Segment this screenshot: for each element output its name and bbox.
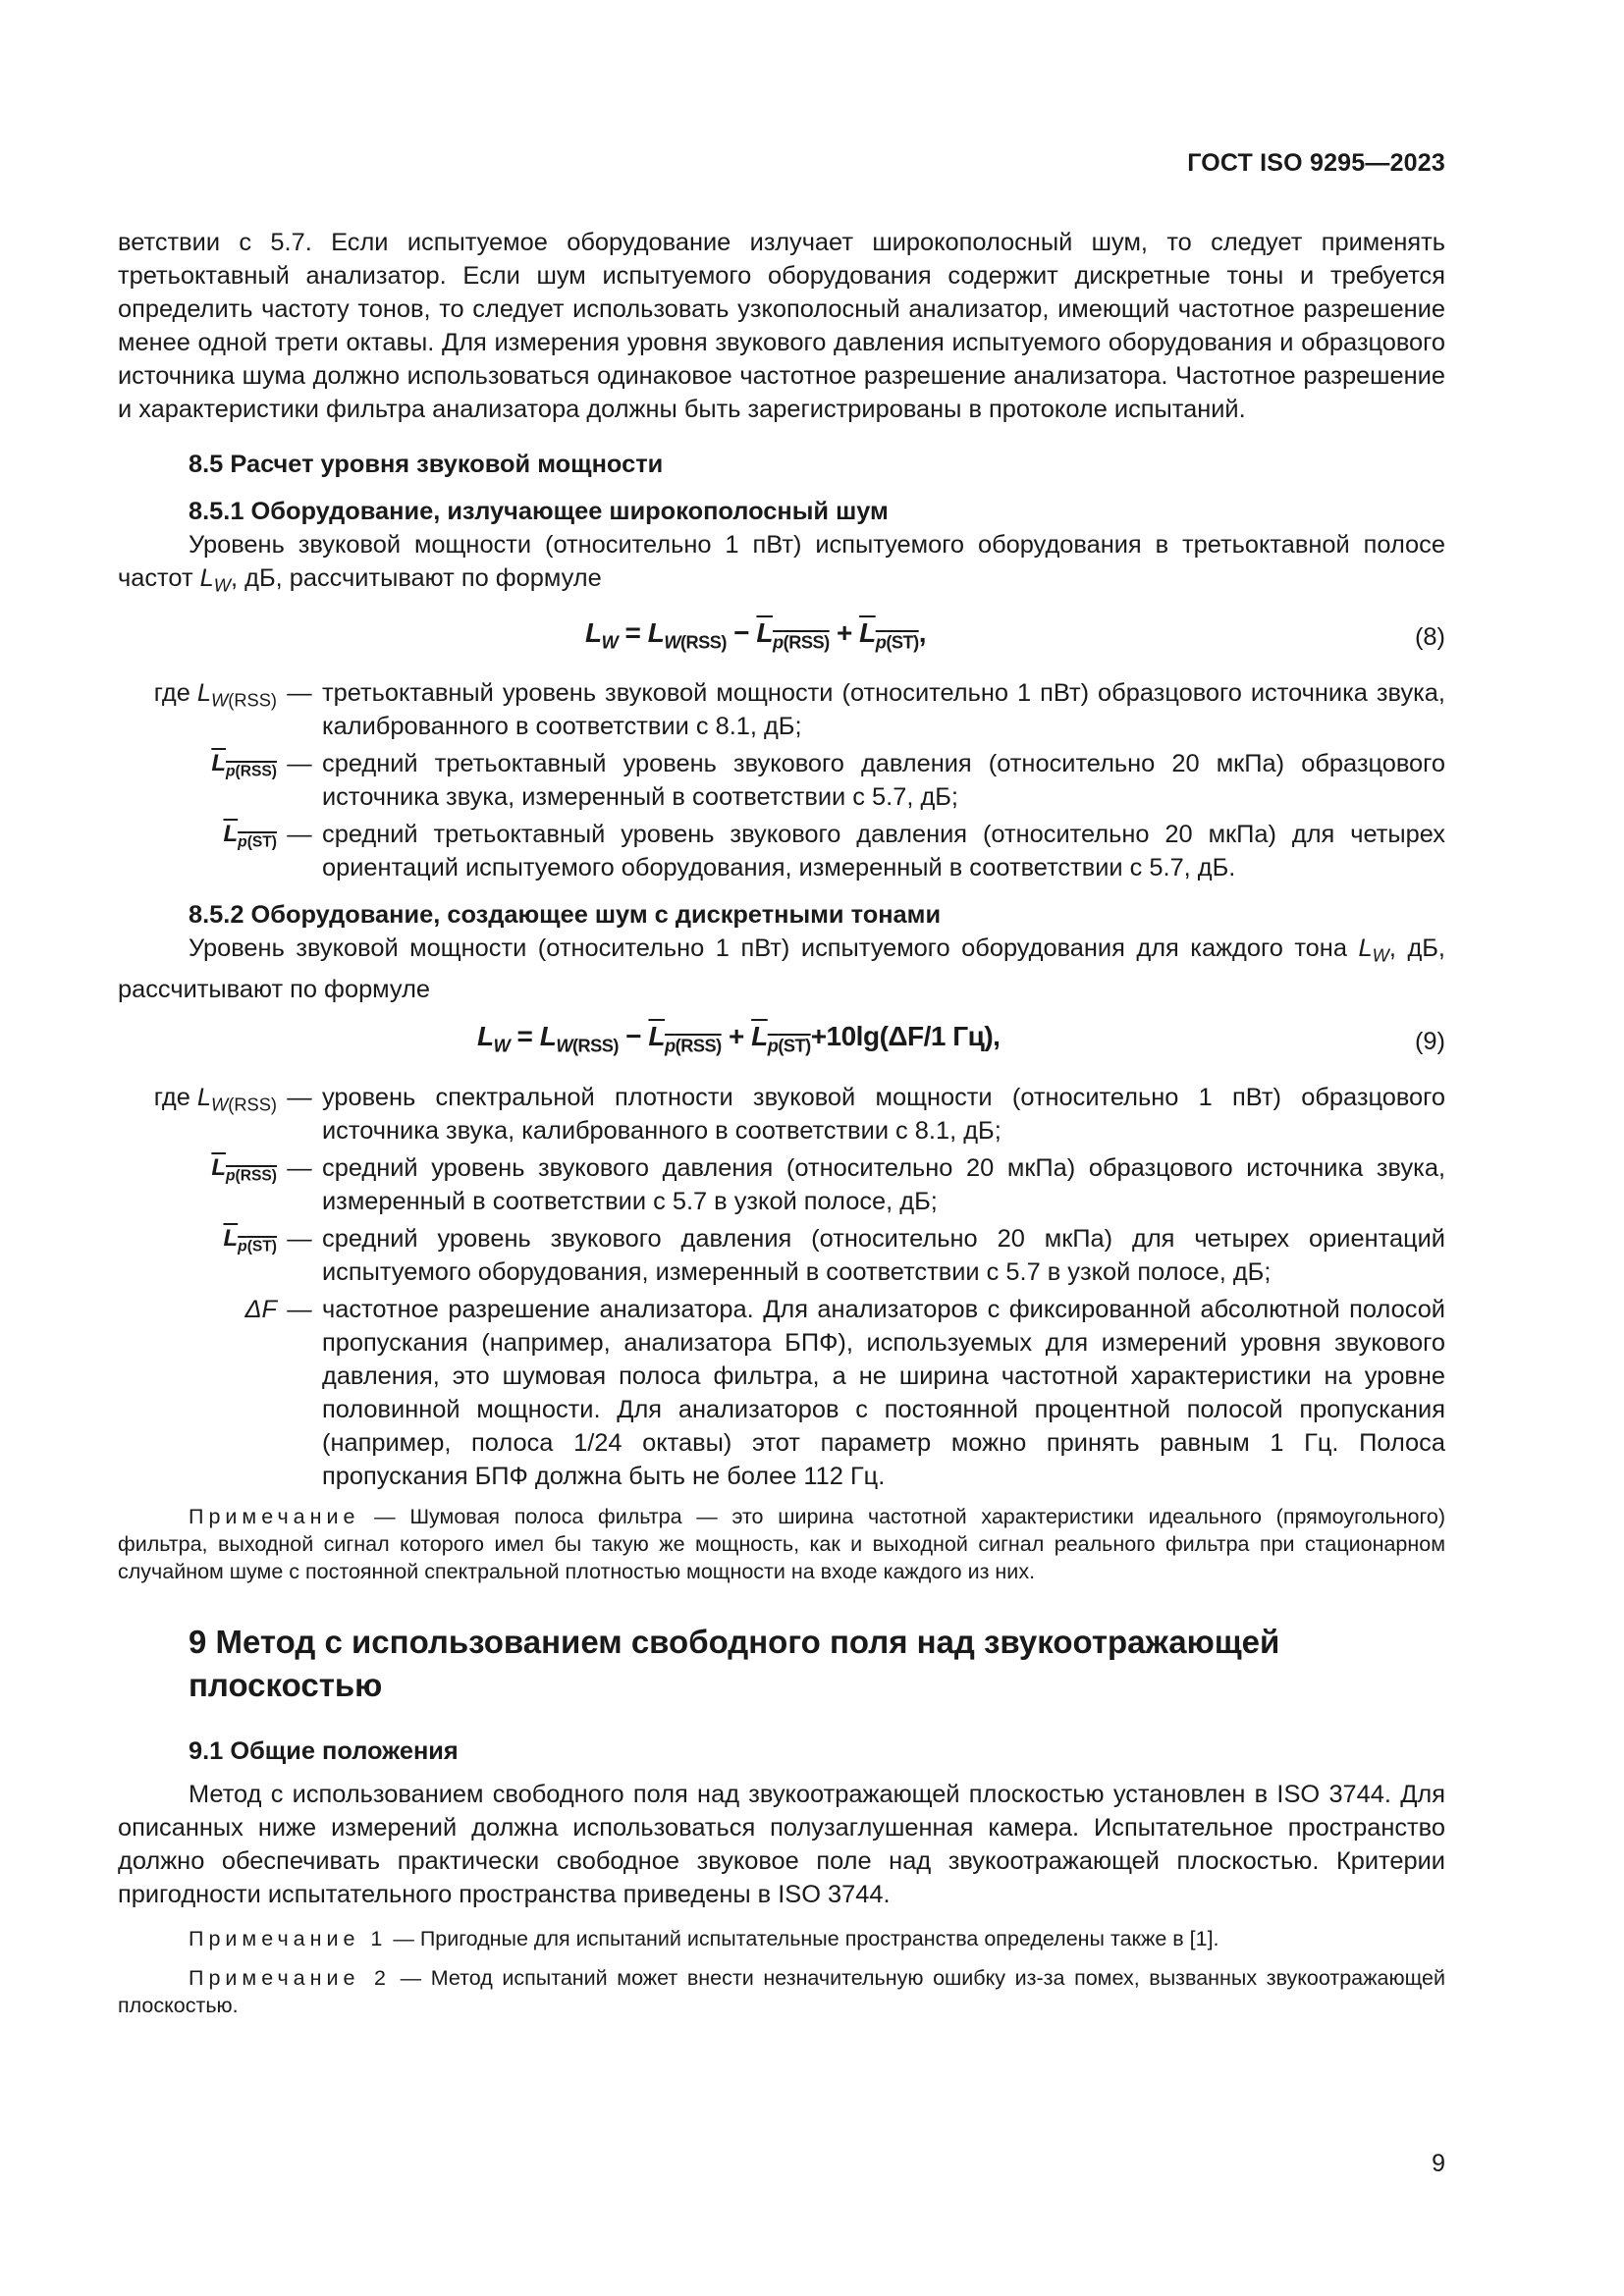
section-8-5-1-title: 8.5.1 Оборудование, излучающее широкополосный шум (189, 498, 889, 525)
formula-9-definitions (118, 1081, 1445, 1493)
definition-item: ΔF — частотное разрешение анализатора. Для анализаторов с фиксированной абсолютной полосой пропускания (например, анализатора БПФ), используемых для измерений уровня звукового давления, это шумовая полоса фильтра, а не ширина частотной характеристики на уровне половинной мощности. Для анализаторов с постоянной процентной полосой пропускания (например, полоса 1/24 октавы) этот параметр можно принять равным 1 Гц. Полоса пропускания БПФ должна быть не более 112 Гц. (244, 1295, 1445, 1490)
definition-item: $L_{p(RSS)}$ — средний третьоктавный уровень звукового давления (относительно 20 мкПа) образцового источника звука, измеренный в соответствии с 5.7, дБ; (211, 750, 1445, 812)
definition-item: $L_{p(RSS)}$ — средний уровень звукового давления (относительно 20 мкПа) образцового источника звука, измеренный в соответствии с 5.7 в узкой полосе, дБ; (211, 1153, 1445, 1215)
section-8-5-title: 8.5 Расчет уровня звуковой мощности (189, 451, 664, 478)
definition-item: $L_{p(ST)}$ — средний уровень звукового давления (относительно 20 мкПа) для четырех ориентаций испытуемого оборудования, измеренный в соответствии с 5.7 в узкой полосе, дБ; (223, 1224, 1445, 1286)
formula-8-number: (8) (1414, 623, 1445, 652)
formula-9-number: (9) (1414, 1027, 1445, 1055)
page-number: 9 (1432, 2150, 1445, 2177)
section-8-5-1-intro: Уровень звуковой мощности (относительно 1 пВт) испытуемого оборудования в третьоктавной полосе частот $L_W$, дБ, рассчитывают по формуле (118, 531, 1445, 596)
formula-8-definitions (118, 676, 1445, 884)
formula-9 (118, 1016, 1445, 1067)
formula-8 (118, 612, 1445, 663)
definition-item: $L_{p(ST)}$ — средний третьоктавный уровень звукового давления (относительно 20 мкПа) для четырех ориентаций испытуемого оборудования, измеренный в соответствии с 5.7, дБ. (223, 821, 1445, 882)
standard-header: ГОСТ ISO 9295—2023 (1187, 149, 1445, 177)
paragraph-continuation: ветствии с 5.7. Если испытуемое оборудование излучает широкополосный шум, то следует применять третьоктавный анализатор. Если шум испытуемого оборудования содержит дискретные тоны и требуется определить частоту тонов, то следует использовать узкополосный анализатор, имеющий частотное разрешение менее одной трети октавы. Для измерения уровня звукового давления испытуемого оборудования и образцового источника шума должно использоваться одинаковое частотное разрешение анализатора. Частотное разрешение и характеристики фильтра анализатора должны быть зарегистрированы в протоколе испытаний. (118, 229, 1445, 423)
definition-item: где $L_{W(RSS)}$ — уровень спектральной плотности звуковой мощности (относительно 1 пВт) образцового источника звука, калиброванного в соответствии с 8.1, дБ; (153, 1083, 1445, 1145)
section-9-1-paragraph: Метод с использованием свободного поля над звукоотражающей плоскостью установлен в ISO 3744. Для описанных ниже измерений должна использоваться полузаглушенная камера. Испытательное пространство должно обеспечивать практически свободное звуковое поле над звукоотражающей плоскостью. Критерии пригодности испытательного пространства приведены в ISO 3744. (118, 1780, 1445, 1908)
section-9-title: 9 Метод с использованием свободного поля над звукоотражающей плоскостью (189, 1623, 1280, 1703)
section-8-5-2-intro: Уровень звуковой мощности (относительно 1 пВт) испытуемого оборудования для каждого тона $L_W$, дБ, рассчитывают по формуле (118, 934, 1445, 1003)
page-content (118, 226, 1445, 2019)
note-noise-bandwidth: Примечание — Шумовая полоса фильтра — это ширина частотной характеристики идеального (прямоугольного) фильтра, выходной сигнал которого имел бы такую же мощность, как и выходной сигнал реального фильтра при стационарном случайном шуме с постоянной спектральной плотностью мощности на входе каждого из них. (118, 1504, 1445, 1583)
section-9-1-title: 9.1 Общие положения (189, 1736, 459, 1765)
definition-item: где $L_{W(RSS)}$ — третьоктавный уровень звуковой мощности (относительно 1 пВт) образцового источника звука, калиброванного в соответствии с 8.1, дБ; (153, 679, 1445, 741)
note-2: Примечание 2 — Метод испытаний может внести незначительную ошибку из-за помех, вызванных звукоотражающей плоскостью. (118, 1965, 1445, 2017)
formula-9-expression: $L_W = L_{W(RSS)} - L_{p(RSS)} + L_{p(ST)}+10\lg(\Delta F/1$ Гц), (477, 1021, 1001, 1056)
formula-8-expression: $L_W = L_{W(RSS)} - L_{p(RSS)} + L_{p(ST)}$, (585, 616, 926, 653)
section-8-5-2-title: 8.5.2 Оборудование, создающее шум с дискретными тонами (189, 901, 942, 930)
note-1: Примечание 1 — Пригодные для испытаний испытательные пространства определены также в [1]. (189, 1926, 1219, 1950)
